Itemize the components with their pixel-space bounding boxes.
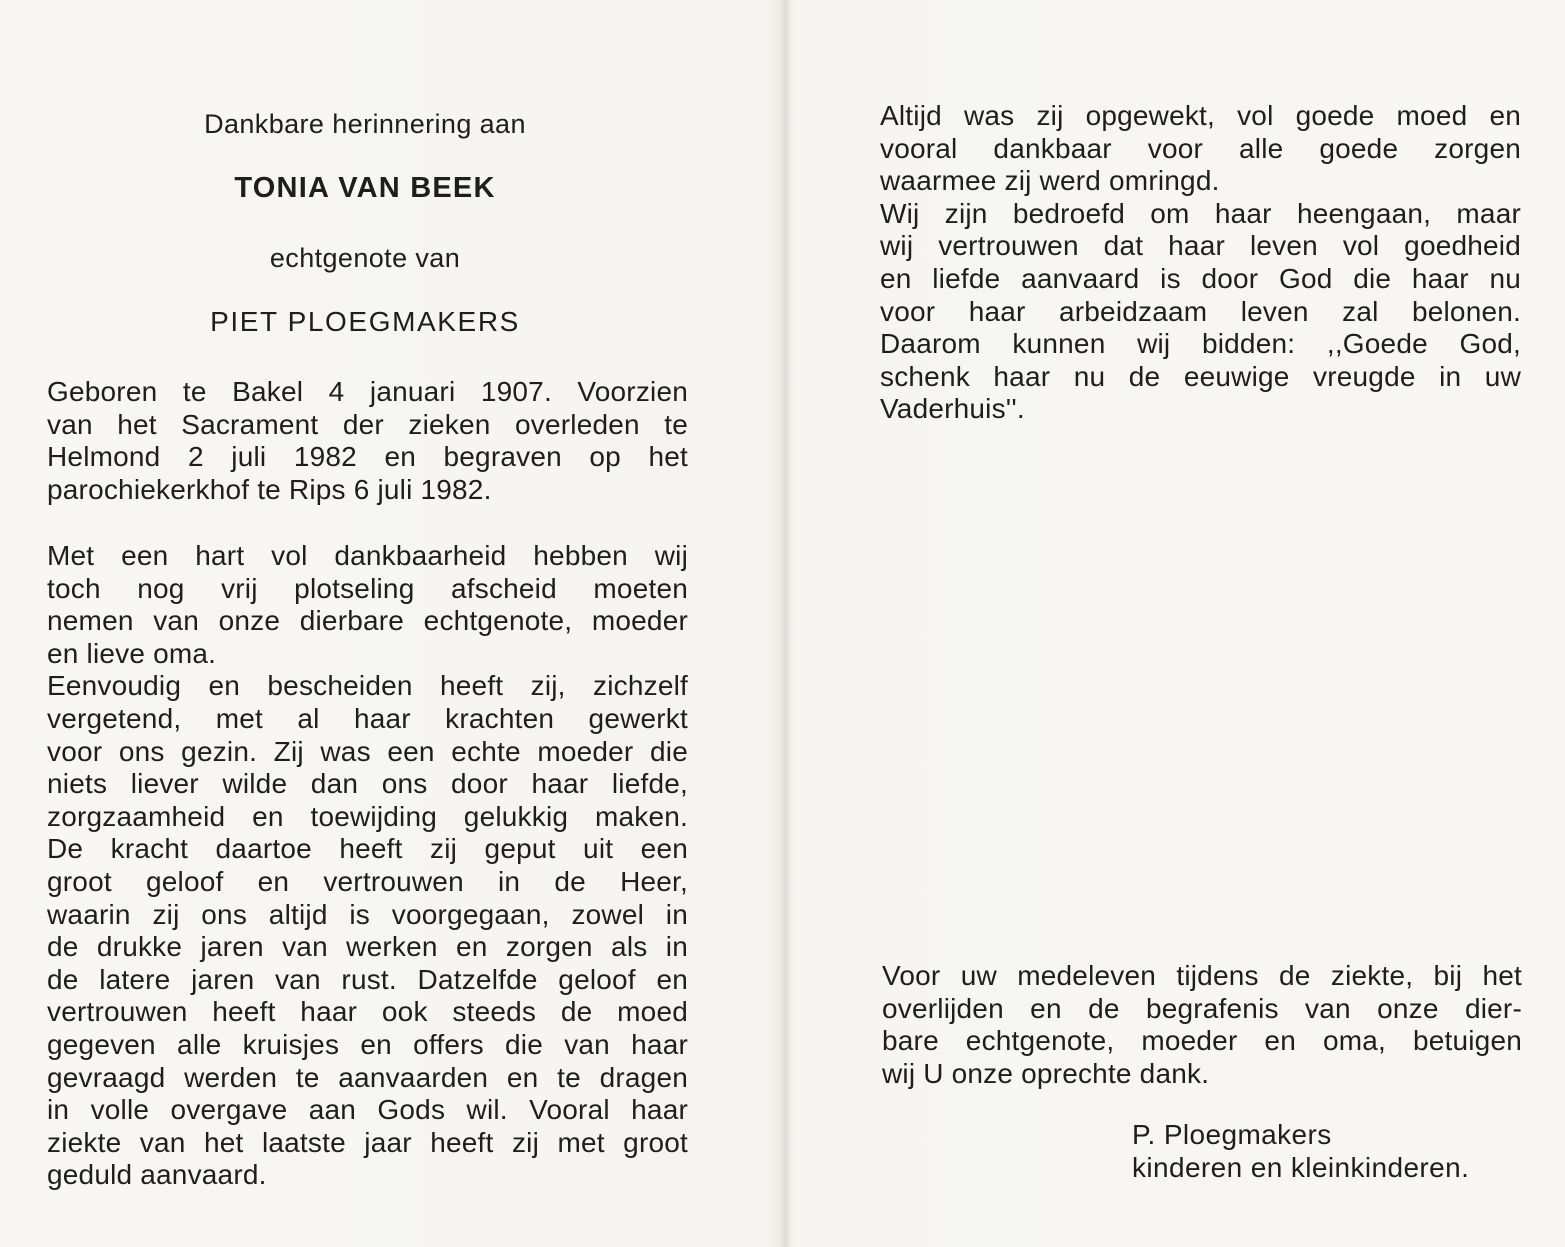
main-line: Eenvoudig en bescheiden heeft zij, zichzelf	[47, 670, 688, 702]
signature-name: P. Ploegmakers	[1132, 1119, 1332, 1150]
birth-paragraph	[47, 376, 688, 506]
thanks-line: Voor uw medeleven tijdens de ziekte, bij het	[882, 960, 1522, 991]
reflection-line: en liefde aanvaard is door God die haar nu	[880, 262, 1521, 294]
card-fold	[780, 0, 792, 1247]
birth-line: Helmond 2 juli 1982 en begraven op het	[47, 441, 688, 473]
main-line: en lieve oma.	[47, 637, 217, 669]
main-line: gegeven alle kruisjes en offers die van haar	[47, 1028, 688, 1060]
thanks-line: wij U onze oprechte dank.	[882, 1057, 1210, 1089]
reflection-line: voor haar arbeidzaam leven zal belonen.	[880, 295, 1521, 327]
spouse-name: PIET PLOEGMAKERS	[210, 306, 520, 337]
thanks-line: overlijden en de begrafenis van onze dier-	[882, 992, 1522, 1024]
main-line: in volle overgave aan Gods wil. Vooral haar	[47, 1094, 688, 1126]
main-line: ziekte van het laatste jaar heeft zij met groot	[47, 1126, 688, 1158]
main-paragraph	[47, 540, 688, 1192]
birth-line: van het Sacrament der zieken overleden te	[47, 408, 688, 440]
thanks-paragraph	[882, 960, 1522, 1090]
main-line: vergetend, met al haar krachten gewerkt	[47, 702, 688, 734]
birth-line: Geboren te Bakel 4 januari 1907. Voorzien	[47, 376, 688, 407]
birth-line: parochiekerkhof te Rips 6 juli 1982.	[47, 473, 492, 505]
main-line: waarin zij ons altijd is voorgegaan, zowel in	[47, 898, 688, 930]
intro-line: Dankbare herinnering aan	[204, 109, 526, 139]
reflection-line: waarmee zij werd omringd.	[880, 165, 1220, 197]
reflection-line: Altijd was zij opgewekt, vol goede moed en	[880, 100, 1521, 131]
main-line: groot geloof en vertrouwen in de Heer,	[47, 865, 688, 897]
reflection-line: vooral dankbaar voor alle goede zorgen	[880, 132, 1521, 164]
deceased-name: TONIA VAN BEEK	[234, 172, 496, 204]
reflection-line: schenk haar nu de eeuwige vreugde in uw	[880, 360, 1521, 392]
reflection-line: Wij zijn bedroefd om haar heengaan, maar	[880, 197, 1521, 229]
main-line: de drukke jaren van werken en zorgen als in	[47, 931, 688, 963]
main-line: nemen van onze dierbare echtgenote, moeder	[47, 605, 688, 637]
main-line: voor ons gezin. Zij was een echte moeder die	[47, 735, 688, 767]
main-line: toch nog vrij plotseling afscheid moeten	[47, 572, 688, 604]
spouse-label: echtgenote van	[269, 243, 461, 273]
main-line: niets liever wilde dan ons door haar liefde,	[47, 768, 688, 800]
thanks-line: bare echtgenote, moeder en oma, betuigen	[882, 1025, 1522, 1057]
main-line: zorgzaamheid en toewijding gelukkig maken.	[47, 800, 688, 832]
reflection-line: wij vertrouwen dat haar leven vol goedheid	[880, 230, 1521, 262]
reflection-line: Daarom kunnen wij bidden: ,,Goede God,	[880, 328, 1521, 360]
right-panel	[792, 0, 1565, 1247]
main-line: gevraagd werden te aanvaarden en te dragen	[47, 1061, 688, 1093]
reflection-line: Vaderhuis''.	[880, 393, 1025, 425]
signature-family: kinderen en kleinkinderen.	[1132, 1151, 1470, 1183]
signature-block	[1132, 1119, 1469, 1184]
left-panel	[0, 0, 780, 1247]
main-line: vertrouwen heeft haar ook steeds de moed	[47, 996, 688, 1028]
reflection-paragraph	[880, 100, 1521, 426]
main-line: De kracht daartoe heeft zij geput uit een	[47, 833, 688, 865]
main-line: de latere jaren van rust. Datzelfde geloof en	[47, 963, 688, 995]
main-line: geduld aanvaard.	[47, 1159, 267, 1191]
main-line: Met een hart vol dankbaarheid hebben wij	[47, 540, 688, 571]
